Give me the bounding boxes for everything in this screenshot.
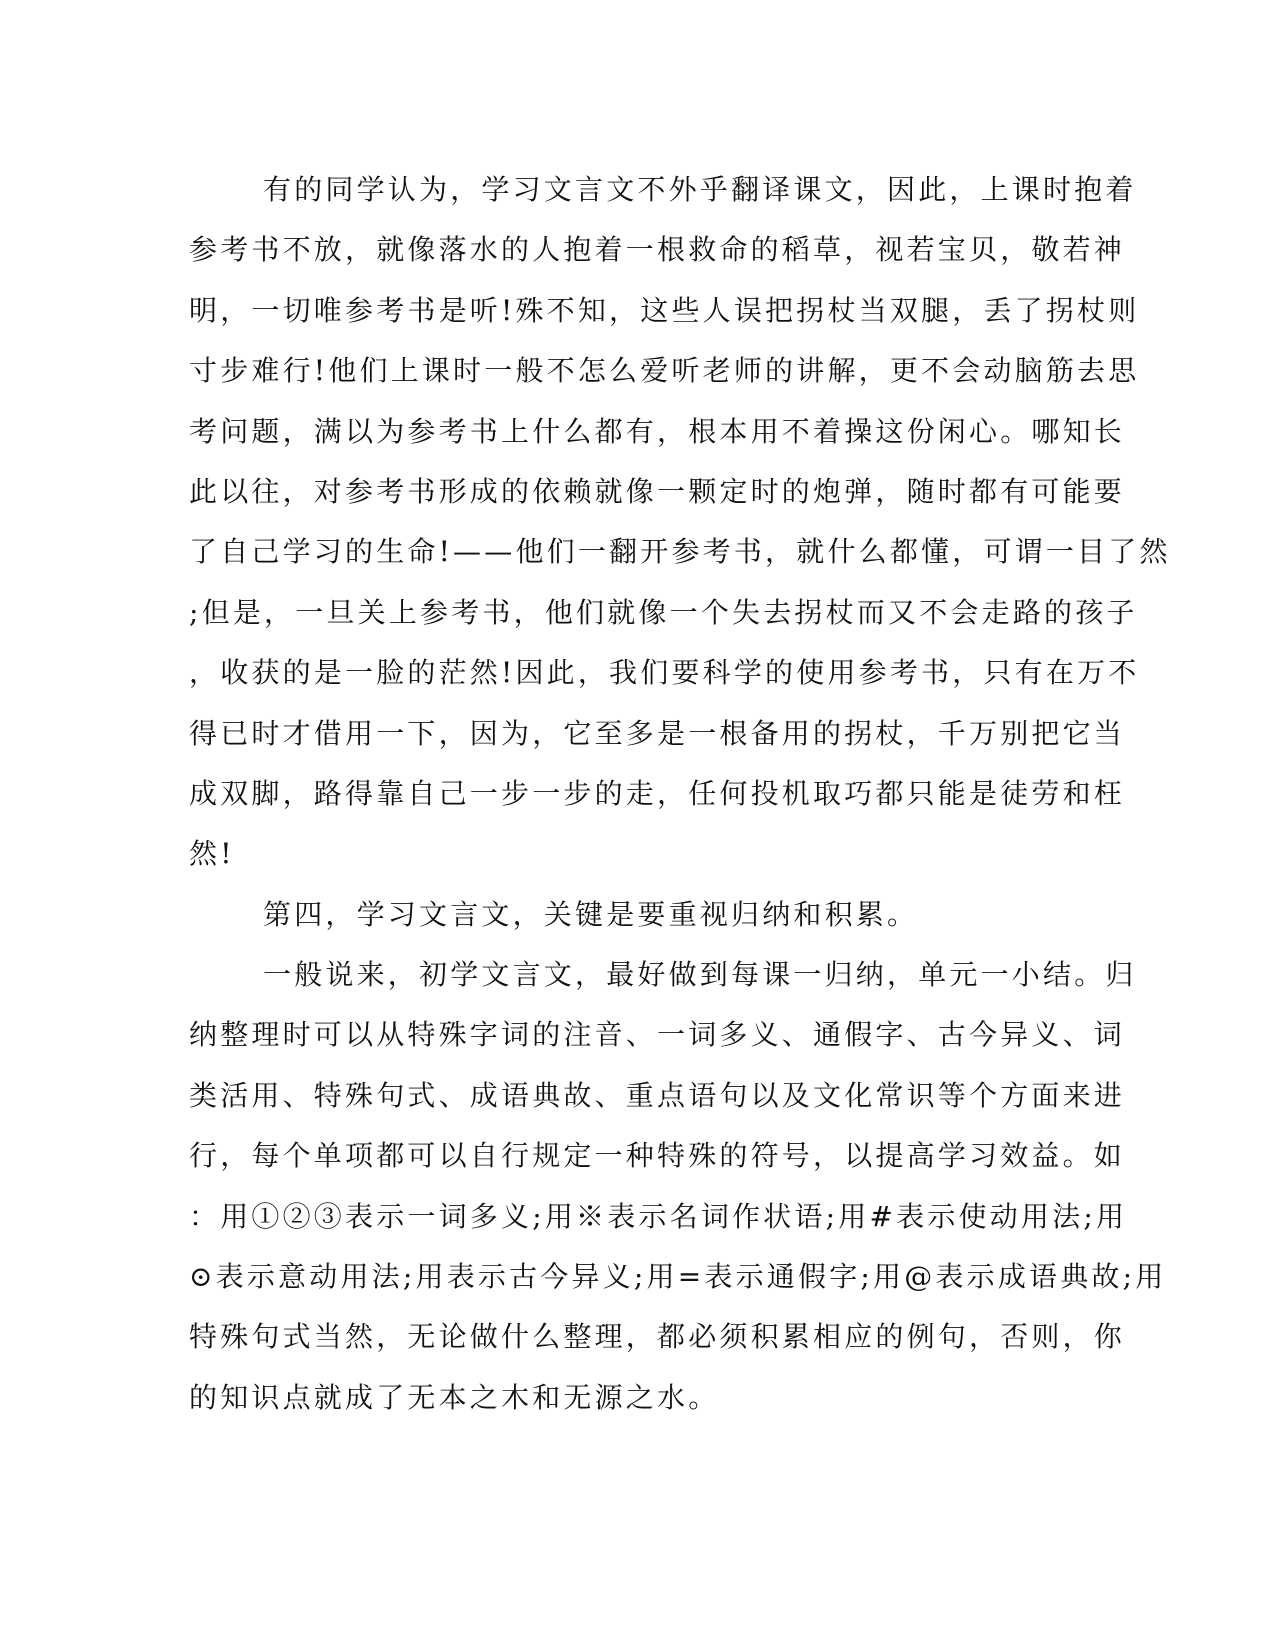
- section-heading-4: 第四，学习文言文，关键是要重视归纳和积累。: [263, 897, 919, 931]
- paragraph-3-line-4: 行，每个单项都可以自行规定一种特殊的符号，以提高学习效益。如: [189, 1139, 1126, 1173]
- paragraph-1-line-4: 寸步难行!他们上课时一般不怎么爱听老师的讲解，更不会动脑筋去思: [189, 354, 1140, 388]
- paragraph-3-line-3: 类活用、特殊句式、成语典故、重点语句以及文化常识等个方面来进: [189, 1078, 1126, 1112]
- paragraph-3-line-5: ：用①②③表示一词多义;用※表示名词作状语;用#表示使动用法;用: [189, 1199, 1128, 1233]
- paragraph-1-line-10: 得已时才借用一下，因为，它至多是一根备用的拐杖，千万别把它当: [189, 716, 1126, 750]
- paragraph-3-line-6: ⊙表示意动用法;用表示古今异义;用=表示通假字;用@表示成语典故;用: [189, 1260, 1167, 1294]
- paragraph-1-line-9: ，收获的是一脸的茫然!因此，我们要科学的使用参考书，只有在万不: [189, 656, 1140, 690]
- paragraph-1-line-3: 明，一切唯参考书是听!殊不知，这些人误把拐杖当双腿，丢了拐杖则: [189, 293, 1140, 327]
- paragraph-1-line-12: 然!: [189, 837, 235, 871]
- paragraph-1-line-7: 了自己学习的生命!——他们一翻开参考书，就什么都懂，可谓一目了然: [189, 535, 1171, 569]
- paragraph-3-line-2: 纳整理时可以从特殊字词的注音、一词多义、通假字、古今异义、词: [189, 1018, 1126, 1052]
- paragraph-1-line-1: 有的同学认为，学习文言文不外乎翻译课文，因此，上课时抱着: [263, 173, 1137, 206]
- paragraph-1-line-6: 此以往，对参考书形成的依赖就像一颗定时的炮弹，随时都有可能要: [189, 474, 1126, 508]
- paragraph-1-line-8: ;但是，一旦关上参考书，他们就像一个失去拐杖而又不会走路的孩子: [189, 595, 1138, 629]
- paragraph-3-line-8: 的知识点就成了无本之木和无源之水。: [189, 1380, 720, 1414]
- paragraph-3-line-7: 特殊句式当然，无论做什么整理，都必须积累相应的例句，否则，你: [189, 1320, 1126, 1354]
- paragraph-1-line-2: 参考书不放，就像落水的人抱着一根救命的稻草，视若宝贝，敬若神: [189, 233, 1126, 267]
- document-body: [189, 160, 1171, 1428]
- paragraph-1-line-5: 考问题，满以为参考书上什么都有，根本用不着操这份闲心。哪知长: [189, 414, 1126, 448]
- paragraph-1-line-11: 成双脚，路得靠自己一步一步的走，任何投机取巧都只能是徒劳和枉: [189, 776, 1126, 810]
- paragraph-3-line-1: 一般说来，初学文言文，最好做到每课一归纳，单元一小结。归: [263, 958, 1137, 992]
